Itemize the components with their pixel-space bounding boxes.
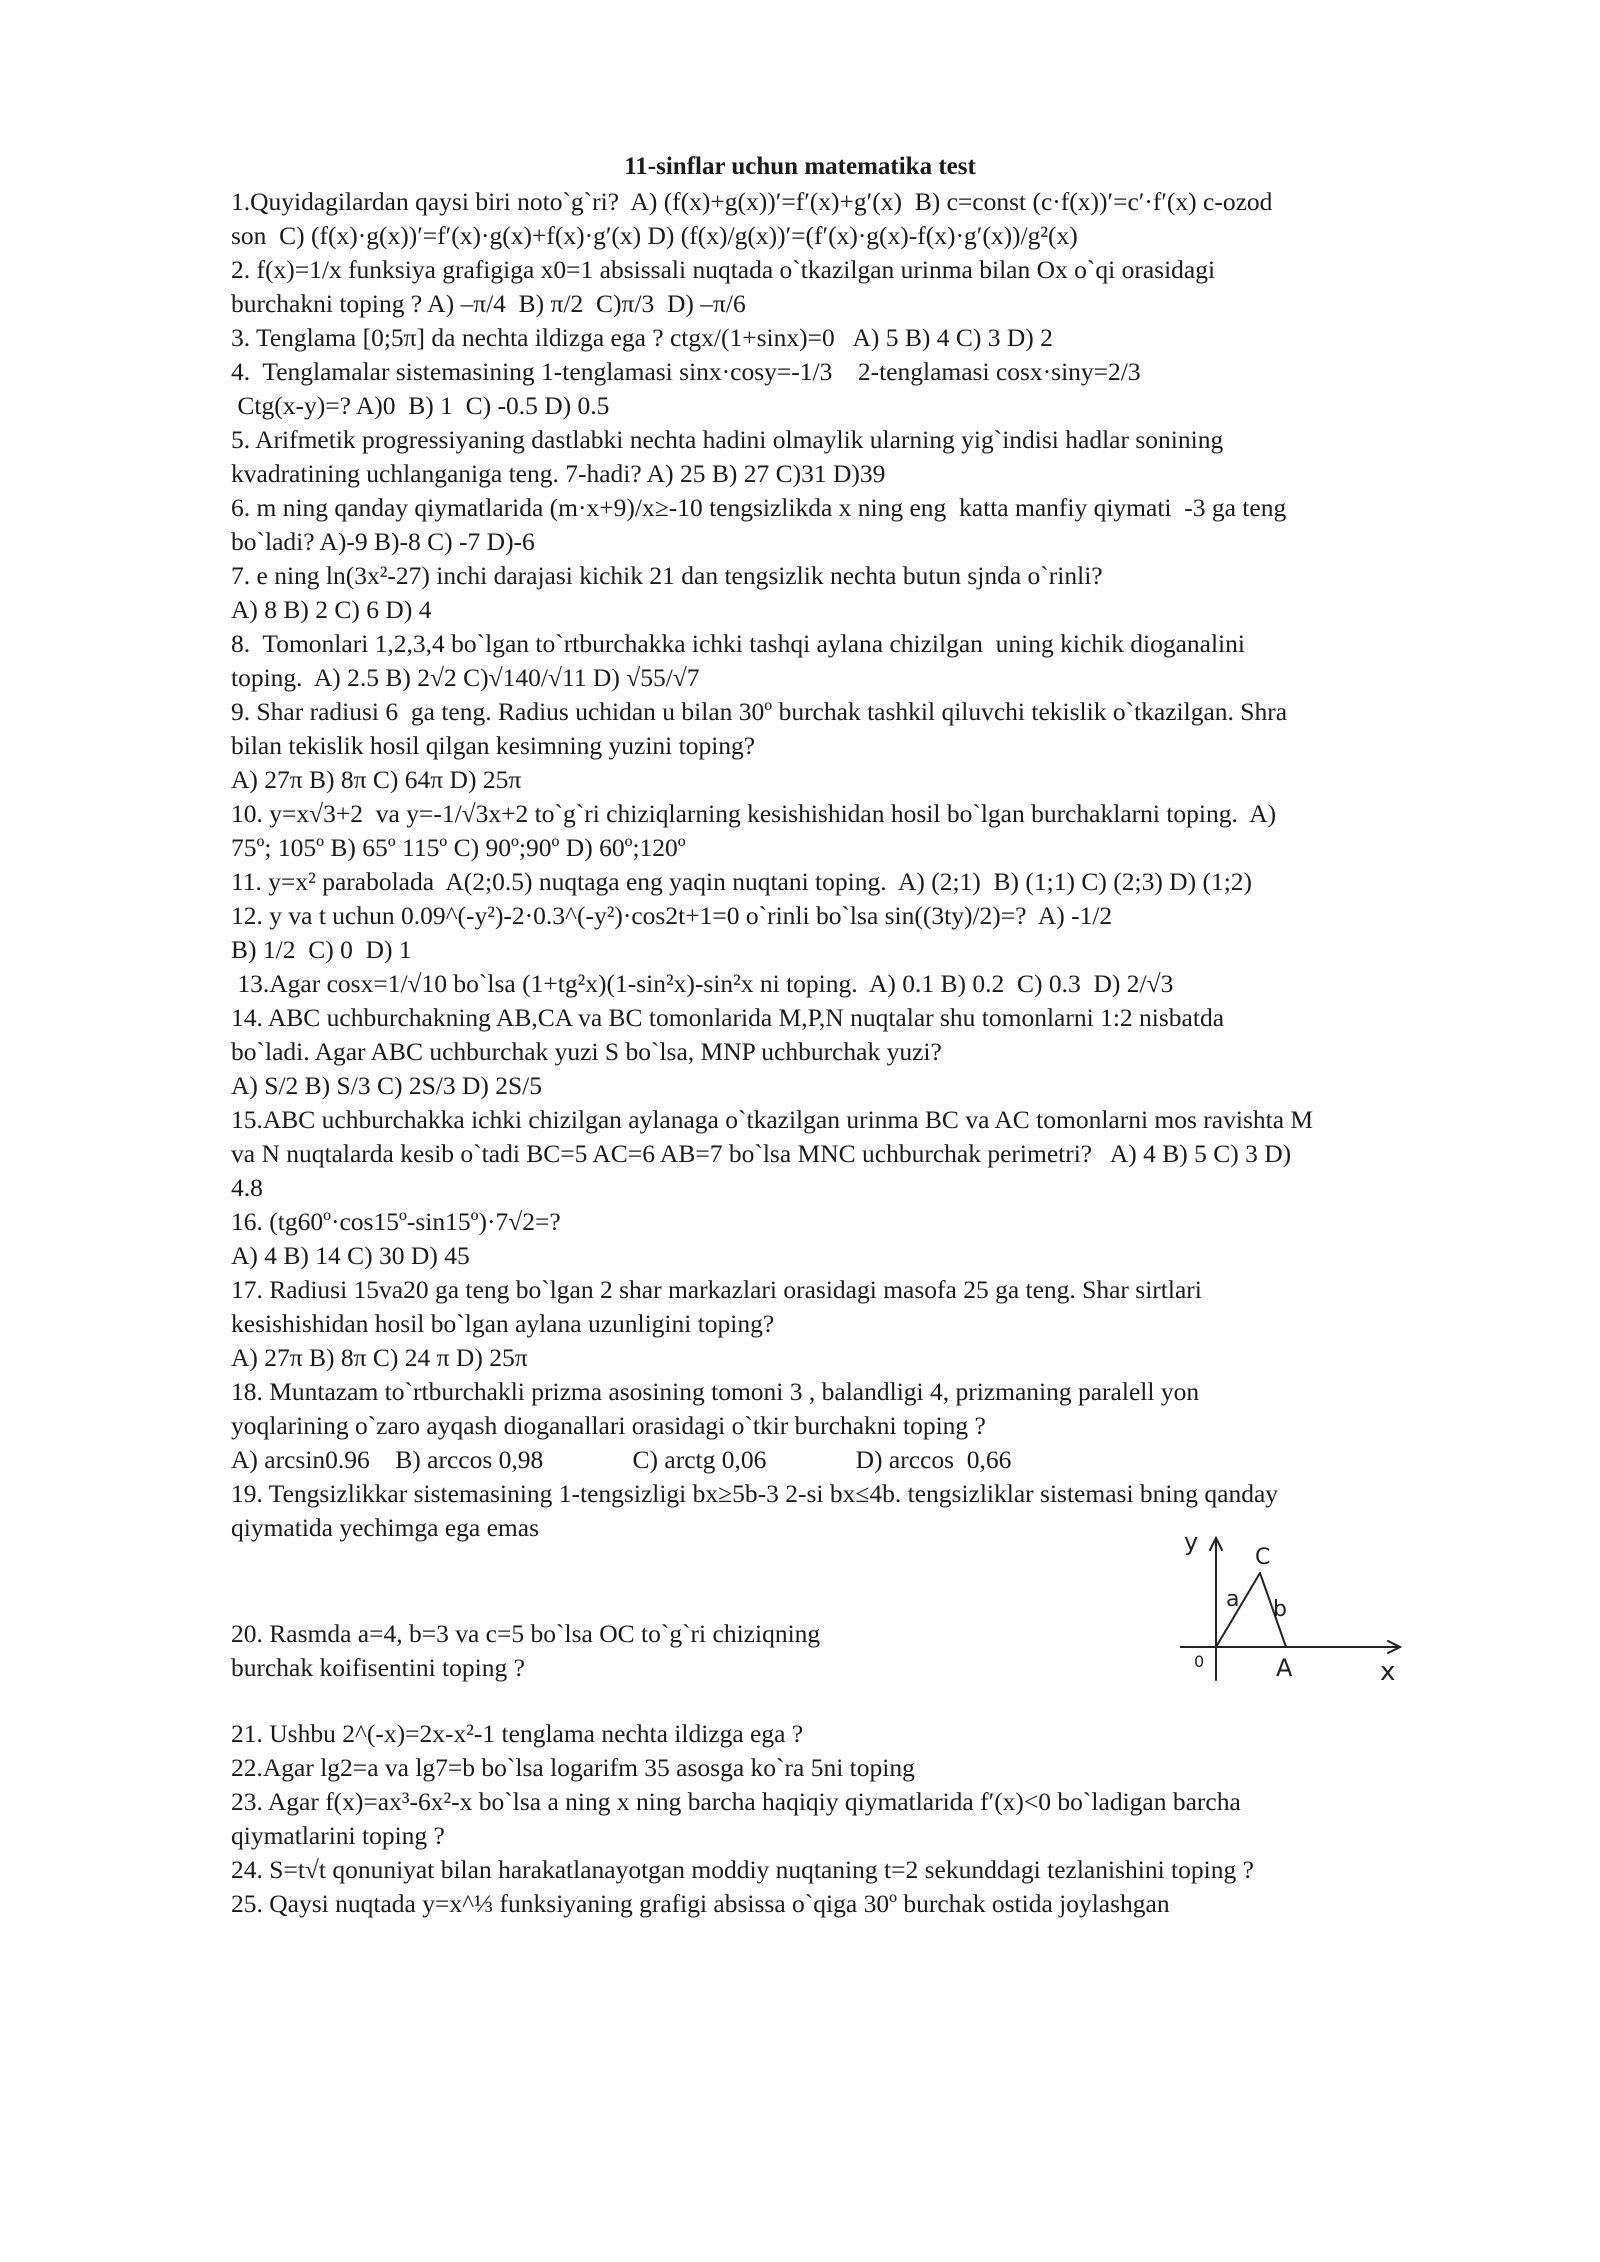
text-line: 4.8 [231, 1173, 263, 1202]
text-line: A) S/2 B) S/3 C) 2S/3 D) 2S/5 [231, 1071, 543, 1100]
text-line: son C) (f(x)·g(x))′=f′(x)·g(x)+f(x)·g′(x) D) (f(x)/g(x))′=(f′(x)·g(x)-f(x)·g′(x))/g²(x) [231, 221, 1078, 250]
text-line: 4. Tenglamalar sistemasining 1-tenglamasi sinx·cosy=-1/3 2-tenglamasi cosx·siny=2/3 [231, 357, 1141, 386]
axis-y-label: y [1184, 1530, 1199, 1556]
text-line: 18. Muntazam to`rtburchakli prizma asosining tomoni 3 , balandligi 4, prizmaning paralell yon [231, 1377, 1200, 1406]
text-line: 11. y=x² parabolada A(2;0.5) nuqtaga eng yaqin nuqtani toping. A) (2;1) B) (1;1) C) (2;3) D) (1;2) [231, 867, 1253, 896]
text-line: 25. Qaysi nuqtada y=x^⅓ funksiyaning grafigi absissa o`qiga 30º burchak ostida joylashgan [231, 1889, 1170, 1918]
text-line: 2. f(x)=1/x funksiya grafigiga x0=1 absissali nuqtada o`tkazilgan urinma bilan Ox o`qi orasidagi [231, 255, 1216, 284]
text-line: qiymatida yechimga ega emas [231, 1513, 540, 1542]
side-b-label: b [1273, 1597, 1287, 1622]
text-line: 1.Quyidagilardan qaysi biri noto`g`ri? A) (f(x)+g(x))′=f′(x)+g′(x) B) c=const (c·f(x))′=c′·f′(x) c-ozod [231, 187, 1273, 216]
text-line: 13.Agar cosx=1/√10 bo`lsa (1+tg²x)(1-sin²x)-sin²x ni toping. A) 0.1 B) 0.2 C) 0.3 D) 2/√3 [231, 969, 1174, 998]
text-line: 15.ABC uchburchakka ichki chizilgan aylanaga o`tkazilgan urinma BC va AC tomonlarni mos ravishta M [231, 1105, 1314, 1134]
text-line: 14. ABC uchburchakning AB,CA va BC tomonlarida M,P,N nuqtalar shu tomonlarni 1:2 nisbatda [231, 1003, 1225, 1032]
text-line: qiymatlarini toping ? [231, 1821, 445, 1850]
text-line: burchak koifisentini toping ? [231, 1653, 525, 1682]
page-title: 11-sinflar uchun matematika test [624, 153, 976, 180]
text-line: Ctg(x-y)=? A)0 B) 1 C) -0.5 D) 0.5 [231, 391, 610, 420]
text-line: A) arcsin0.96 B) arccos 0,98 C) arctg 0,06 D) arccos 0,66 [231, 1445, 1012, 1474]
text-line: A) 27π B) 8π C) 24 π D) 25π [231, 1343, 528, 1372]
text-line: B) 1/2 C) 0 D) 1 [231, 935, 412, 964]
axis-x-label: x [1380, 1657, 1396, 1687]
side-a-label: a [1226, 1587, 1240, 1612]
text-line: bo`ladi? A)-9 B)-8 C) -7 D)-6 [231, 527, 535, 556]
text-line: 17. Radiusi 15va20 ga teng bo`lgan 2 shar markazlari orasidagi masofa 25 ga teng. Shar sirtlari [231, 1275, 1202, 1304]
text-line: 16. (tg60º·cos15º-sin15º)·7√2=? [231, 1207, 561, 1236]
text-line: A) 8 B) 2 C) 6 D) 4 [231, 595, 432, 624]
text-line: toping. A) 2.5 B) 2√2 C)√140/√11 D) √55/√7 [231, 663, 700, 692]
text-line: 23. Agar f(x)=ax³-6x²-x bo`lsa a ning x ning barcha haqiqiy qiymatlarida f′(x)<0 bo`ladigan barcha [231, 1787, 1241, 1816]
text-line: kesishishidan hosil bo`lgan aylana uzunligini toping? [231, 1309, 775, 1338]
point-a-label: A [1276, 1654, 1293, 1682]
text-line: 9. Shar radiusi 6 ga teng. Radius uchidan u bilan 30º burchak tashkil qiluvchi tekislik o`tkazilgan. Shra [231, 697, 1288, 726]
text-line: 75º; 105º B) 65º 115º C) 90º;90º D) 60º;120º [231, 833, 686, 862]
origin-label: 0 [1194, 1652, 1205, 1671]
text-line: 5. Arifmetik progressiyaning dastlabki nechta hadini olmaylik ularning yig`indisi hadlar sonining [231, 425, 1224, 454]
text-line: bilan tekislik hosil qilgan kesimning yuzini toping? [231, 731, 756, 760]
text-line: 24. S=t√t qonuniyat bilan harakatlanayotgan moddiy nuqtaning t=2 sekunddagi tezlanishini toping ? [231, 1855, 1254, 1884]
text-line: 20. Rasmda a=4, b=3 va c=5 bo`lsa OC to`g`ri chiziqning [231, 1619, 821, 1648]
text-line: 8. Tomonlari 1,2,3,4 bo`lgan to`rtburchakka ichki tashqi aylana chizilgan uning kichik dioganalini [231, 629, 1245, 658]
text-line: yoqlarining o`zaro ayqash dioganallari orasidagi o`tkir burchakni toping ? [231, 1411, 986, 1440]
text-line: 10. y=x√3+2 va y=-1/√3x+2 to`g`ri chiziqlarning kesishishidan hosil bo`lgan burchaklarni toping. A) [231, 799, 1277, 828]
text-line: kvadratining uchlanganiga teng. 7-hadi? A) 25 B) 27 C)31 D)39 [231, 459, 886, 488]
text-line: va N nuqtalarda kesib o`tadi BC=5 AC=6 AB=7 bo`lsa MNC uchburchak perimetri? A) 4 B) 5 C) 3 D) [231, 1139, 1292, 1168]
text-line: 7. e ning ln(3x²-27) inchi darajasi kichik 21 dan tengsizlik nechta butun sjnda o`rinli? [231, 561, 1103, 590]
text-line: 22.Agar lg2=a va lg7=b bo`lsa logarifm 35 asosga ko`ra 5ni toping [231, 1753, 915, 1782]
text-line: 12. y va t uchun 0.09^(-y²)-2·0.3^(-y²)·cos2t+1=0 o`rinli bo`lsa sin((3ty)/2)=? A) -1/2 [231, 901, 1113, 930]
text-line: 3. Tenglama [0;5π] da nechta ildizga ega ? ctgx/(1+sinx)=0 A) 5 B) 4 C) 3 D) 2 [231, 323, 1053, 352]
point-c-label: C [1255, 1545, 1271, 1570]
text-line: A) 4 B) 14 C) 30 D) 45 [231, 1241, 470, 1270]
text-line: 19. Tengsizlikkar sistemasining 1-tengsizligi bx≥5b-3 2-si bx≤4b. tengsizliklar sistemasi bning qanday [231, 1479, 1279, 1508]
triangle-figure [1180, 1530, 1420, 1700]
text-line: 6. m ning qanday qiymatlarida (m·x+9)/x≥-10 tengsizlikda x ning eng katta manfiy qiymati -3 ga teng [231, 493, 1287, 522]
text-line: A) 27π B) 8π C) 64π D) 25π [231, 765, 522, 794]
text-line: burchakni toping ? A) –π/4 B) π/2 C)π/3 D) –π/6 [231, 289, 746, 318]
text-line: bo`ladi. Agar ABC uchburchak yuzi S bo`lsa, MNP uchburchak yuzi? [231, 1037, 942, 1066]
text-line: 21. Ushbu 2^(-x)=2x-x²-1 tenglama nechta ildizga ega ? [231, 1719, 804, 1748]
